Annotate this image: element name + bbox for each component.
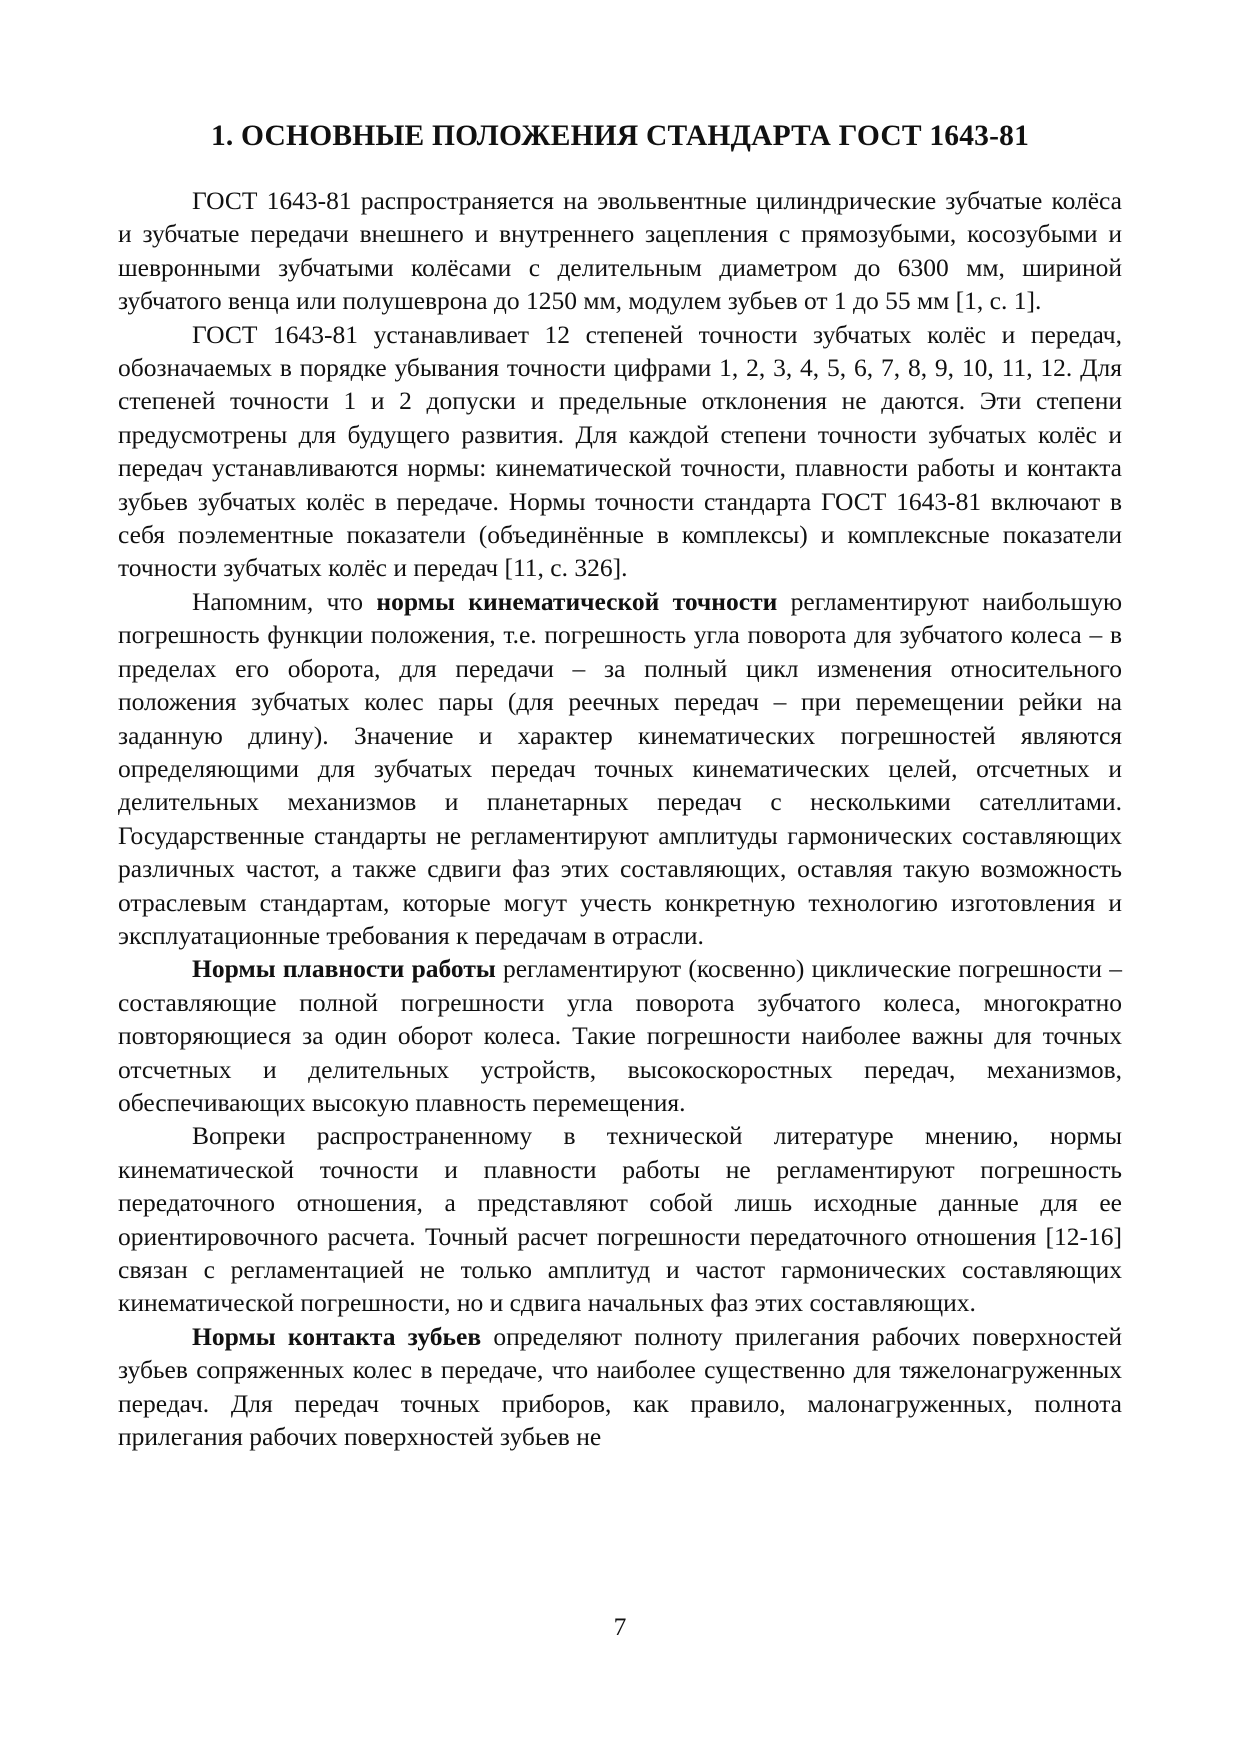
paragraph-scope: ГОСТ 1643-81 распространяется на эвольвентные цилиндрические зубчатые колёса и зубчатые передачи внешнего и внутреннего зацепления с прямозубыми, косозубыми и шевронными зубчатыми колёсами с делительным диаметром до 6300 мм, шириной зубчатого венца или полушеврона до 1250 мм, модулем зубьев от 1 до 55 мм [1, с. 1].	[118, 186, 1122, 316]
paragraph-accuracy-degrees: ГОСТ 1643-81 устанавливает 12 степеней точности зубчатых колёс и передач, обозначаемых в порядке убывания точности цифрами 1, 2, 3, 4, 5, 6, 7, 8, 9, 10, 11, 12. Для степеней точности 1 и 2 допуски и предельные отклонения не даются. Эти степени предусмотрены для будущего развития. Для каждой степени точности зубчатых колёс и передач устанавливаются нормы: кинематической точности, плавности работы и контакта зубьев зубчатых колёс в передаче. Нормы точности стандарта ГОСТ 1643-81 включают в себя поэлементные показатели (объединённые в комплексы) и комплексные показатели точности зубчатых колёс и передач [11, с. 326].	[118, 319, 1122, 583]
section-title: 1. ОСНОВНЫЕ ПОЛОЖЕНИЯ СТАНДАРТА ГОСТ 1643-81	[210, 120, 1030, 152]
paragraph-smoothness: Нормы плавности работы регламентируют (косвенно) циклические погрешности – составляющие полной погрешности угла поворота зубчатого колеса, многократно повторяющиеся за один оборот колеса. Такие погрешности наиболее важны для точных отсчетных и делительных устройств, высокоскоростных передач, механизмов, обеспечивающих высокую плавность перемещения.	[118, 954, 1122, 1117]
paragraph-kinematic-accuracy: Напомним, что нормы кинематической точности регламентируют наибольшую погрешность функции положения, т.е. погрешность угла поворота для зубчатого колеса – в пределах его оборота, для передачи – за полный цикл изменения относительного положения зубчатых колес пары (для реечных передач – при перемещении рейки на заданную длину). Значение и характер кинематических погрешностей являются определяющими для зубчатых передач точных кинематических целей, отсчетных и делительных механизмов и планетарных передач с несколькими сателлитами. Государственные стандарты не регламентируют амплитуды гармонических составляющих различных частот, а также сдвиги фаз этих составляющих, оставляя такую возможность отраслевым стандартам, которые могут учесть конкретную технологию изготовления и эксплуатационные требования к передачам в отрасли.	[118, 586, 1123, 950]
page-number: 7	[613, 1612, 627, 1641]
paragraph-lead: Напомним, что	[192, 586, 377, 616]
paragraph-transmission-ratio: Вопреки распространенному в технической литературе мнению, нормы кинематической точности и плавности работы не регламентируют погрешность передаточного отношения, а представляют собой лишь исходные данные для ее ориентировочного расчета. Точный расчет погрешности передаточного отношения [12-16] связан с регламентацией не только амплитуд и частот гармонических составляющих кинематической погрешности, но и сдвига начальных фаз этих составляющих.	[118, 1121, 1122, 1318]
page-content	[118, 118, 1122, 1453]
bold-term: Нормы контакта зубьев	[192, 1321, 482, 1351]
bold-term: Нормы плавности работы	[192, 954, 496, 984]
paragraph-tooth-contact: Нормы контакта зубьев определяют полноту прилегания рабочих поверхностей зубьев сопряженных колес в передаче, что наиболее существенно для тяжелонагруженных передач. Для передач точных приборов, как правило, малонагруженных, полнота прилегания рабочих поверхностей зубьев не	[118, 1321, 1122, 1452]
bold-term: нормы кинематической точности	[376, 586, 778, 616]
